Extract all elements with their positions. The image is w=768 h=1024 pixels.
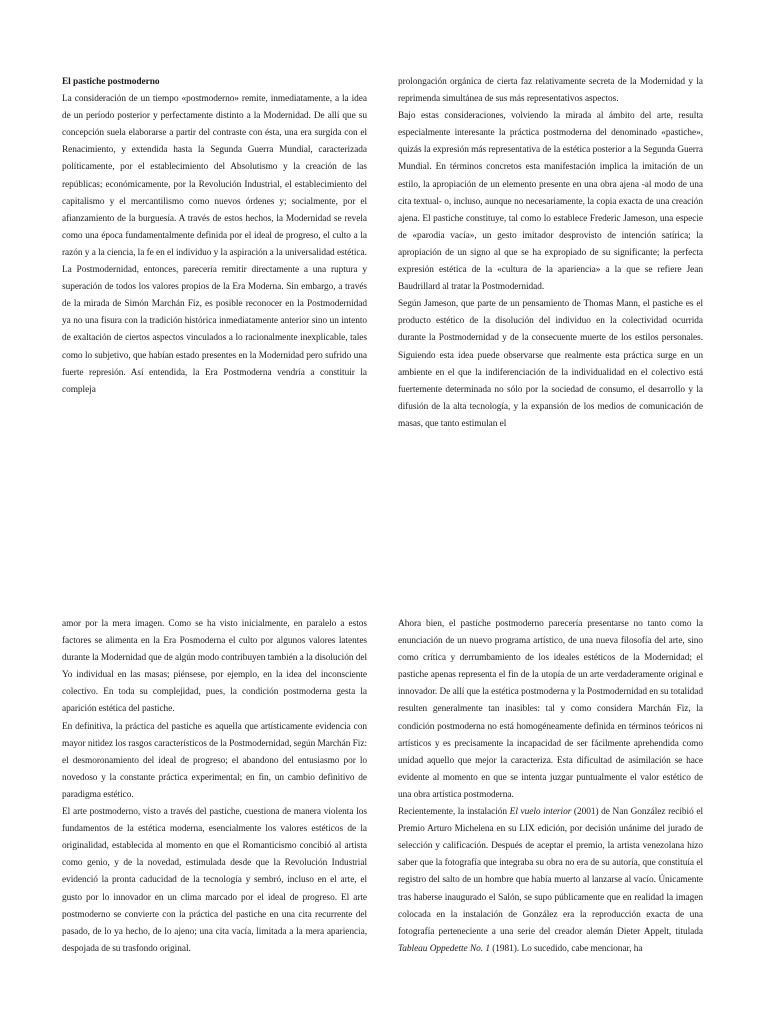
paragraph: Ahora bien, el pastiche postmoderno parecería presentarse no tanto como la enunciación de un nuevo programa artístico, de una nueva filosofía del arte, sino como crítica y derrumbamiento de los ideales estéticos de la Modernidad; el pastiche apenas representa el fin de la utopía de un arte verdaderamente original e innovador. De allí que la estética postmoderna y la Postmodernidad en su totalidad resulten generalmente tan inasibles: tal y como considera Marchán Fiz, la condición postmoderna no está homogéneamente definida en términos teóricos ni artísticos y es precisamente la incapacidad de ser fácilmente aprehendida como unidad aquello que mejor la caracteriza. Esta dificultad de asimilación se hace evidente al momento en que se intenta juzgar puntualmente el valor estético de una obra artística postmoderna. xyxy=(398,619,703,800)
paragraph xyxy=(398,804,703,958)
text-run: (1981). Lo sucedido, cabe mencionar, ha xyxy=(489,943,643,954)
paragraph: amor por la mera imagen. Como se ha visto inicialmente, en paralelo a estos factores se alimenta en la Era Posmoderna el culto por algunos valores latentes durante la Modernidad que de algún modo contribuyen también a la disolución del Yo individual en las masas; piénsese, por ejemplo, en la idea del inconsciente colectivo. En toda su complejidad, pues, la condición postmoderna gesta la aparición estética del pastiche. xyxy=(62,619,367,715)
text-run: (2001) de Nan González recibió el Premio Arturo Michelena en su LIX edición, por decisión unánime del jurado de selección y calificación. Después de aceptar el premio, la artista venezolana hizo saber que la fotografía que integraba su obra no era de su autoría, que constituía el registro del salto de un hombre que había muerto al lanzarse al vacío. Únicamente tras haberse inaugurado el Salón, se supo públicamente que en realidad la imagen colocada en la instalación de González era la reproducción exacta de una fotografía perteneciente a una serie del creador alemán Dieter Appelt, titulada xyxy=(398,807,703,937)
paragraph: El arte postmoderno, visto a través del pastiche, cuestiona de manera violenta los fundamentos de la estética moderna, esencialmente los valores estéticos de la originalidad, establecida al momento en que el Romanticismo concibió al artista como genio, y de la novedad, estimulada desde que la Revolución Industrial evidenció la pronta caducidad de la tecnología y sembró, incluso en el arte, el gusto por lo innovador en un clima marcado por el ideal de progreso. El arte postmoderno se convierte con la práctica del pastiche en una cita recurrente del pasado, de lo ya hecho, de lo ajeno; una cita vacía, limitada a la mera apariencia, despojada de su trasfondo original. xyxy=(62,807,367,954)
paragraph: La consideración de un tiempo «postmoderno» remite, inmediatamente, a la idea de un período posterior y perfectamente distinto a la Modernidad. De allí que su concepción suela elaborarse a partir del contraste con ésta, una era surgida con el Renacimiento, y extendida hasta la Segunda Guerra Mundial, caracterizada políticamente, por el establecimiento del Absolutismo y la creación de las repúblicas; económicamente, por la Revolución Industrial, el establecimiento del capitalismo y el mercantilismo como nuevos órdenes y; socialmente, por el afianzamiento de la burguesía. A través de estos hechos, la Modernidad se revela como una época fundamentalmente definida por el ideal de progreso, el culto a la razón y a la ciencia, la fe en el individuo y la aspiración a la universalidad estética. xyxy=(62,94,367,258)
paragraph: Bajo estas consideraciones, volviendo la mirada al ámbito del arte, resulta especialmente interesante la práctica postmoderna del denominado «pastiche», quizás la expresión más representativa de la estética posterior a la Segunda Guerra Mundial. En términos concretos esta manifestación implica la imitación de un estilo, la apropiación de un elemento presente en una obra ajena -al modo de una cita textual- o, incluso, aunque no necesariamente, la copia exacta de una creación ajena. El pastiche constituye, tal como lo establece Frederic Jameson, una especie de «parodia vacía», un gesto imitador desprovisto de intención satírica; la apropiación de un signo al que se ha expropiado de su significante; la perfecta expresión estética de la «cultura de la apariencia» a la que se refiere Jean Baudrillard al tratar la Postmodernidad. xyxy=(398,111,703,293)
top-right-column xyxy=(398,74,703,433)
article-title: El pastiche postmoderno xyxy=(62,77,160,87)
paragraph: Según Jameson, que parte de un pensamiento de Thomas Mann, el pastiche es el producto estético de la disolución del individuo en la colectividad ocurrida durante la Postmodernidad y de la consecuente muerte de los estilos personales. Siguiendo esta idea puede observarse que realmente esta práctica surge en un ambiente en el que la indiferenciación de la individualidad en el colectivo está fuertemente determinada no sólo por la sociedad de consumo, el desarrollo y la difusión de la alta tecnología, y la expansión de los medios de comunicación de masas, que tanto estimulan el xyxy=(398,299,703,429)
top-left-column xyxy=(62,74,367,399)
paragraph: prolongación orgánica de cierta faz relativamente secreta de la Modernidad y la reprimenda simultánea de sus más representativos aspectos. xyxy=(398,77,703,105)
artwork-title: Tableau Oppedette No. 1 xyxy=(398,943,490,954)
paragraph: En definitiva, la práctica del pastiche es aquella que artísticamente evidencia con mayor nitidez los rasgos característicos de la Postmodernidad, según Marchán Fiz: el desmoronamiento del ideal de progreso; el abandono del entusiasmo por lo novedoso y la constante práctica experimental; en fin, un cambio definitivo de paradigma estético. xyxy=(62,721,367,800)
artwork-title: El vuelo interior xyxy=(509,807,572,818)
bottom-right-column xyxy=(398,616,703,958)
paragraph: La Postmodernidad, entonces, parecería remitir directamente a una ruptura y superación de todos los valores propios de la Era Moderna. Sin embargo, a través de la mirada de Simón Marchán Fiz, es posible reconocer en la Postmodernidad ya no una fisura con la tradición histórica inmediatamente anterior sino un intento de exaltación de ciertos aspectos vinculados a lo racionalmente inexplicable, tales como lo subjetivo, que habían estado presentes en la Modernidad pero sufrido una fuerte represión. Así entendida, la Era Postmoderna vendría a constituir la compleja xyxy=(62,265,367,395)
bottom-left-column xyxy=(62,616,367,958)
text-run: Recientemente, la instalación xyxy=(398,807,510,818)
